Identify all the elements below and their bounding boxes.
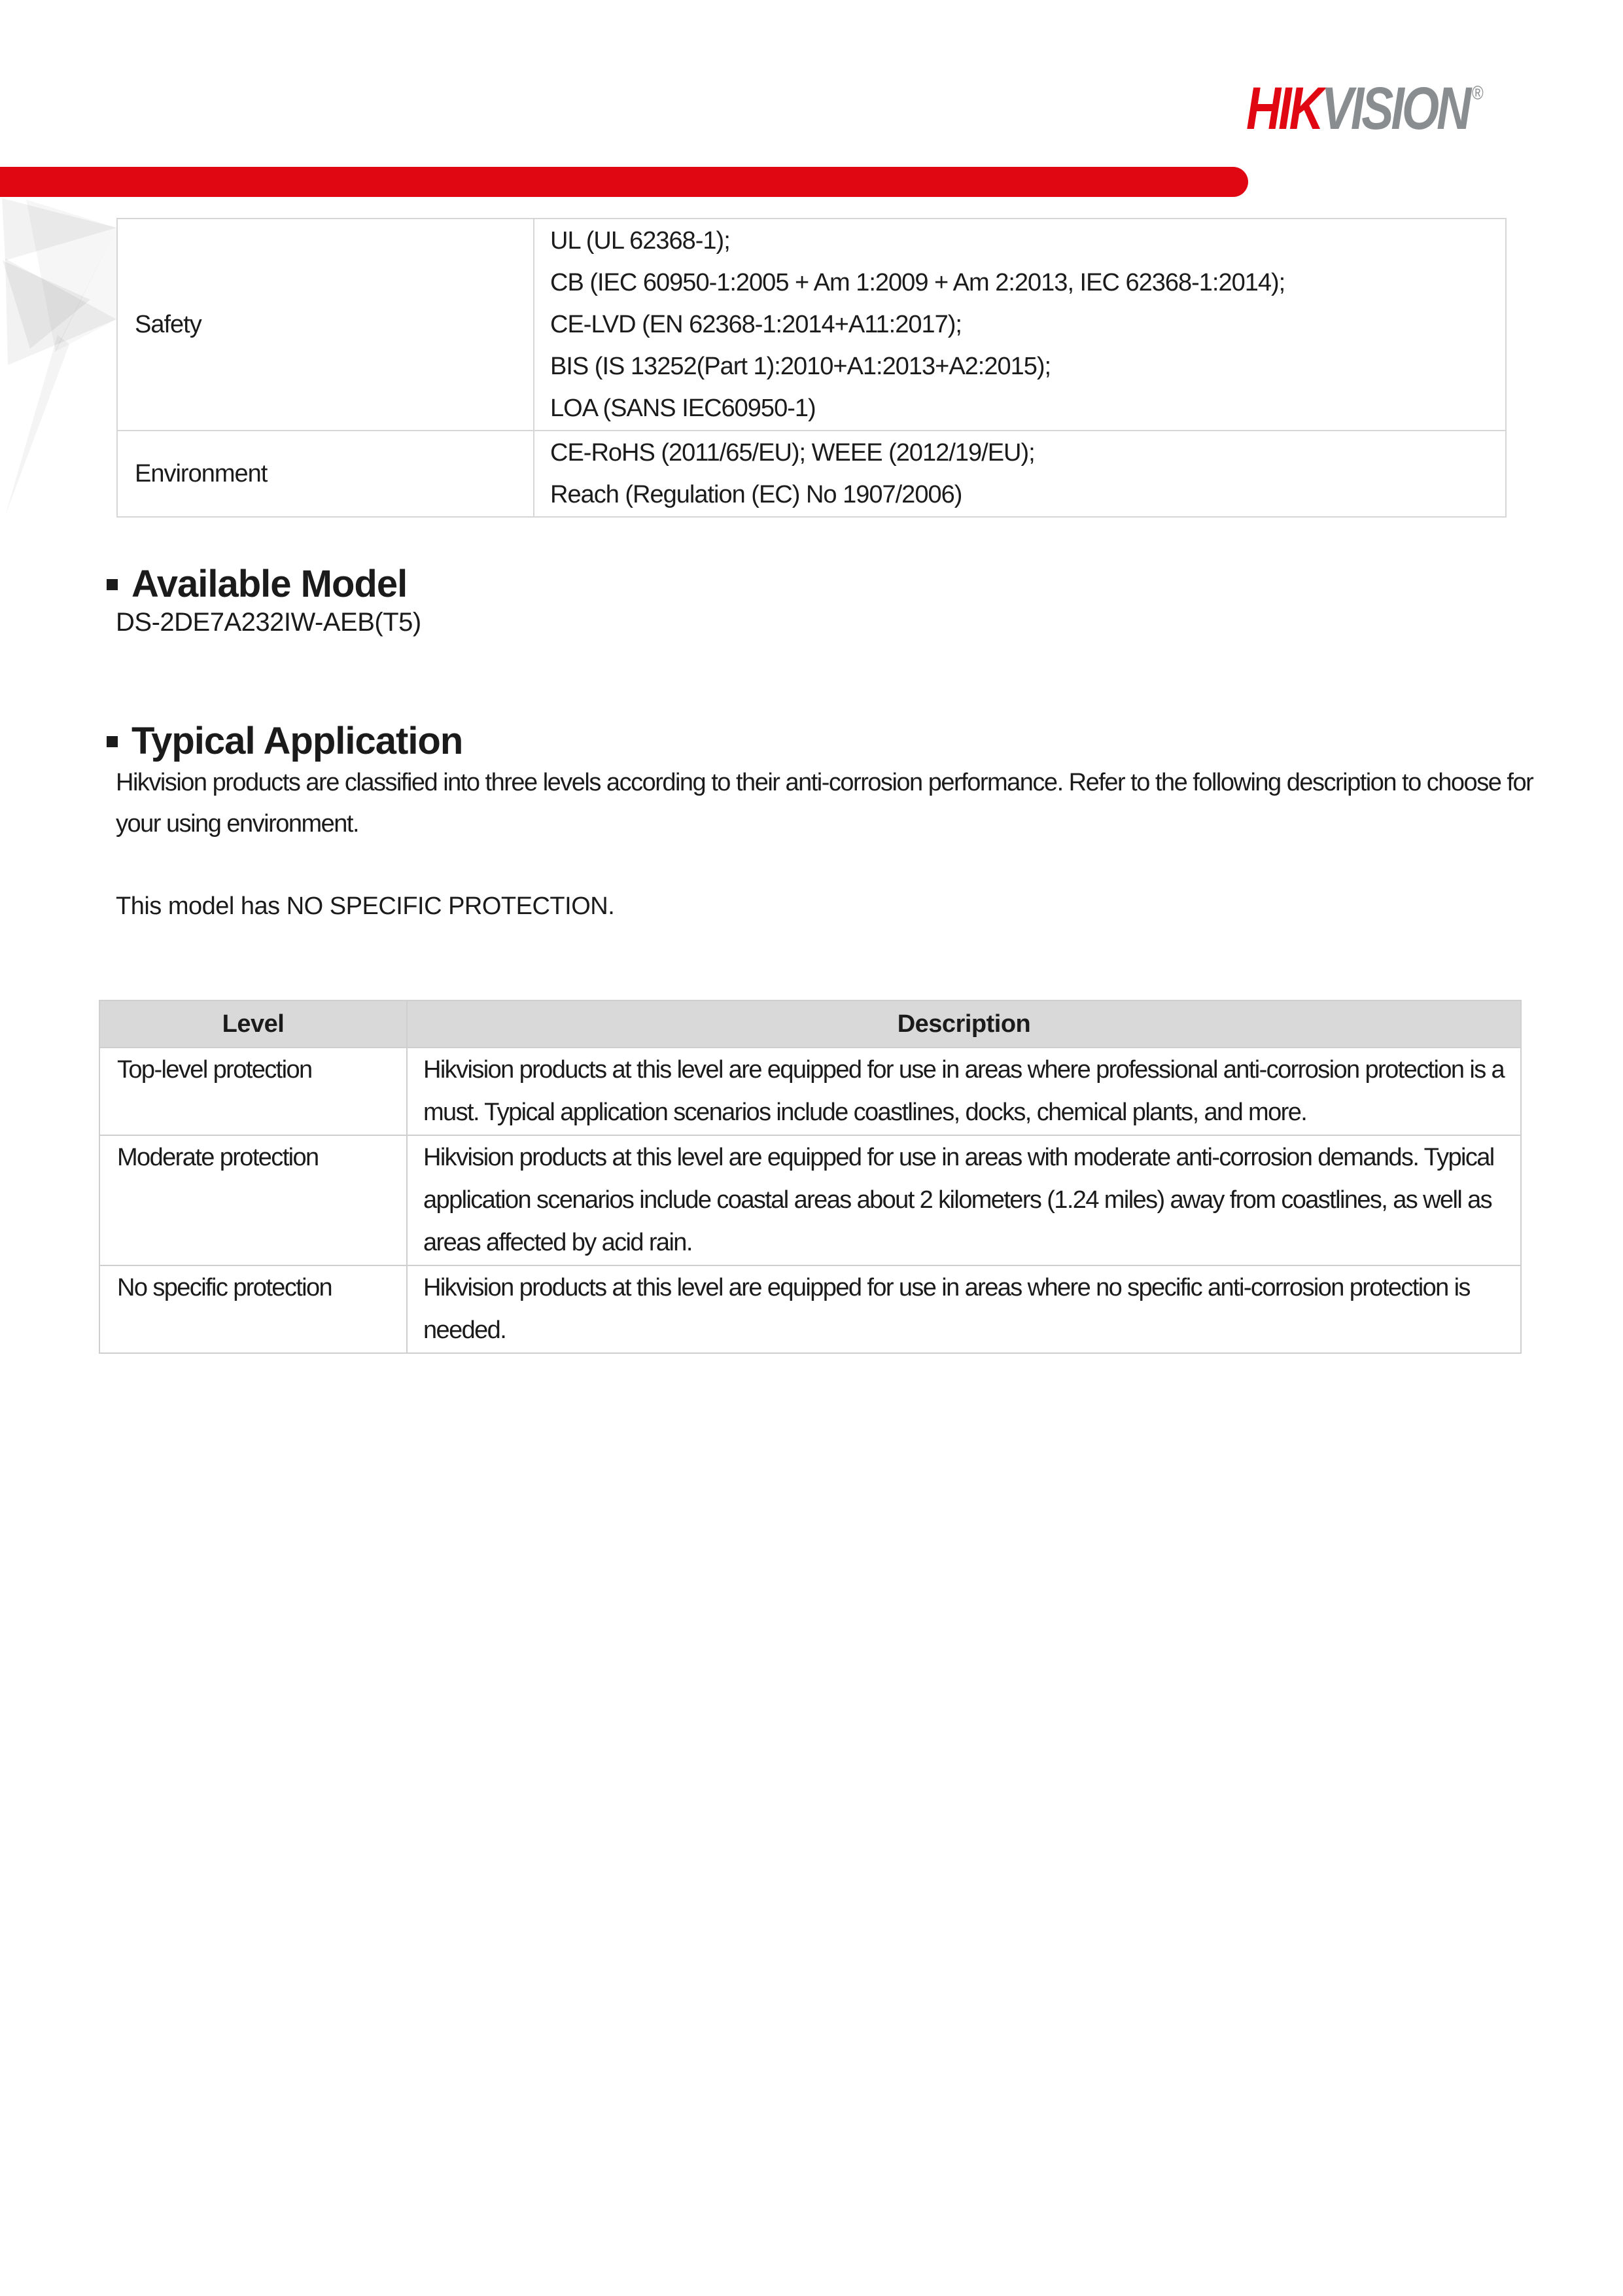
certification-table [116,218,1507,518]
cert-line: CE-LVD (EN 62368-1:2014+A11:2017); [550,311,962,338]
square-bullet-icon [107,579,118,590]
cert-line: CB (IEC 60950-1:2005 + Am 1:2009 + Am 2:2013, IEC 62368-1:2014); [550,269,1285,296]
protection-note: This model has NO SPECIFIC PROTECTION. [116,892,615,920]
typical-application-heading [107,718,462,764]
available-model-heading [107,561,407,607]
table-row [99,1135,1521,1265]
table-row [99,1048,1521,1135]
red-divider-bar [0,167,1248,197]
cert-label-safety: Safety [117,219,534,431]
description-cell: Hikvision products at this level are equipped for use in areas where no specific anti-corrosion protection is needed. [407,1265,1521,1353]
level-cell: Moderate protection [99,1135,407,1265]
description-cell: Hikvision products at this level are equipped for use in areas with moderate anti-corrosion demands. Typical application scenarios include coastal areas about 2 kilometers (1.24 miles) away from coastlines, as well as areas affected by acid rain. [407,1135,1521,1265]
cert-values-environment [534,431,1506,517]
registered-trademark-icon: ® [1472,82,1484,104]
table-header-row [99,1000,1521,1048]
table-row [99,1265,1521,1353]
cert-label-environment: Environment [117,431,534,517]
cert-line: BIS (IS 13252(Part 1):2010+A1:2013+A2:2015); [550,353,1051,380]
watermark-triangle [0,196,122,520]
cert-line: UL (UL 62368-1); [550,227,730,255]
watermark-triangle [0,196,122,520]
logo-hik-text: HIK [1246,75,1321,142]
level-cell: No specific protection [99,1265,407,1353]
typical-application-heading-text: Typical Application [131,720,463,762]
cert-values-safety [534,219,1506,431]
available-model-heading-text: Available Model [131,563,408,605]
table-row [117,431,1506,517]
hikvision-arrow-watermark-icon [0,196,122,520]
description-cell: Hikvision products at this level are equipped for use in areas where professional anti-corrosion protection is a must. Typical application scenarios include coastlines, docks, chemical plants, and more. [407,1048,1521,1135]
typical-application-paragraph: Hikvision products are classified into three levels according to their anti-corrosion performance. Refer to the following description to choose for your using environment. [116,769,1533,838]
watermark-triangle [0,196,122,520]
logo-vision-text: VISION [1321,75,1469,142]
watermark-triangle [0,196,122,520]
model-number: DS-2DE7A232IW-AEB(T5) [116,608,421,637]
protection-level-table [99,1000,1522,1354]
watermark-triangle [0,196,122,520]
cert-line: Reach (Regulation (EC) No 1907/2006) [550,481,962,508]
table-row [117,219,1506,431]
watermark-triangle [0,196,122,520]
description-column-header: Description [407,1000,1521,1048]
cert-line: LOA (SANS IEC60950-1) [550,395,816,422]
level-cell: Top-level protection [99,1048,407,1135]
level-column-header: Level [99,1000,407,1048]
cert-line: CE-RoHS (2011/65/EU); WEEE (2012/19/EU); [550,439,1035,467]
square-bullet-icon [107,736,118,747]
hikvision-logo [1246,75,1484,142]
